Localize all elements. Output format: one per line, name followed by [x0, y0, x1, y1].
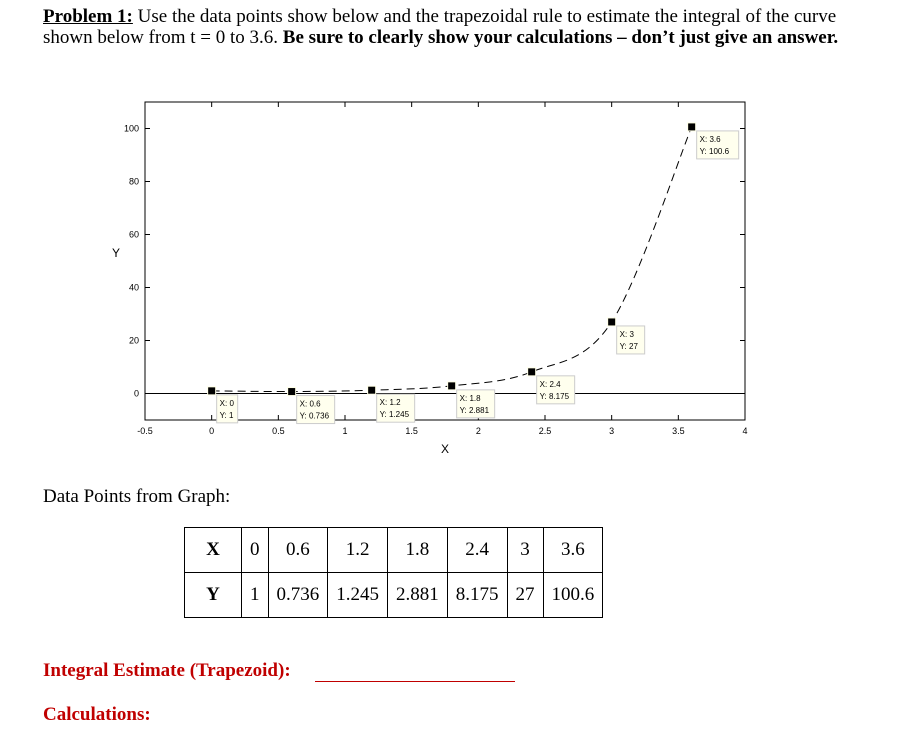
data-point — [448, 382, 456, 390]
datatip-text: X: 1.2 — [379, 398, 401, 408]
datatip-text: X: 2.4 — [539, 379, 561, 389]
datatip-text: X: 1.8 — [459, 393, 481, 403]
y-tick-label: 40 — [128, 282, 139, 293]
x-tick-label: 2.5 — [538, 426, 552, 436]
x-tick-label: 0.5 — [272, 426, 285, 436]
table-title: Data Points from Graph: — [43, 486, 231, 507]
x-tick-label: 1.5 — [405, 426, 418, 436]
problem-label: Problem 1: — [43, 6, 133, 27]
y-tick-label: 60 — [128, 229, 139, 240]
integral-label: Integral Estimate (Trapezoid): — [43, 660, 291, 681]
y-tick-label: 0 — [133, 388, 139, 399]
table-cell: 1.245 — [328, 573, 388, 618]
y-tick-label: 20 — [128, 335, 139, 346]
y-tick-label: 100 — [123, 123, 139, 134]
x-tick-label: -0.5 — [137, 426, 153, 436]
x-tick-label: 3.5 — [672, 426, 685, 436]
datatip-text: Y: 8.175 — [539, 391, 570, 401]
x-tick-label: 1 — [342, 426, 348, 436]
datatip-text: Y: 27 — [619, 341, 638, 351]
calculations-label: Calculations: — [43, 704, 151, 725]
datatip-text: X: 0.6 — [299, 399, 321, 409]
data-point — [608, 318, 616, 326]
answer-line — [315, 681, 515, 682]
problem-text: Use the data points show below and the trapezoidal rule to estimate the integral of the curve shown below from t = 0 to 3.6. — [43, 6, 837, 48]
data-table — [184, 527, 603, 618]
datatip-text: Y: 1.245 — [379, 410, 410, 420]
table-cell: 0 — [242, 528, 269, 573]
table-cell: 0.736 — [268, 573, 328, 618]
data-point — [368, 386, 376, 394]
datatip-text: X: 0 — [219, 398, 234, 408]
x-tick-label: 3 — [609, 426, 615, 436]
table-cell: 2.4 — [447, 528, 507, 573]
datatip-text: Y: 2.881 — [459, 405, 490, 415]
table-cell: 1.2 — [328, 528, 388, 573]
y-header: Y — [185, 573, 242, 618]
y-axis-label: Y — [111, 246, 121, 260]
x-tick-label: 0 — [209, 426, 215, 436]
plot-frame — [145, 102, 745, 420]
datatip-text: X: 3.6 — [699, 134, 721, 144]
table-cell: 100.6 — [543, 573, 603, 618]
table-cell: 3.6 — [543, 528, 603, 573]
x-header: X — [185, 528, 242, 573]
table-cell: 2.881 — [388, 573, 448, 618]
problem-instruction: Be sure to clearly show your calculations – don’t just give an answer. — [282, 27, 839, 48]
data-point — [288, 388, 296, 396]
y-tick-label: 80 — [128, 176, 139, 187]
datatip-text: Y: 100.6 — [699, 146, 730, 156]
data-point — [688, 123, 696, 131]
table-cell: 1.8 — [388, 528, 448, 573]
datatip-text: X: 3 — [619, 329, 634, 339]
table-cell: 8.175 — [447, 573, 507, 618]
data-point — [208, 387, 216, 395]
table-cell: 3 — [507, 528, 543, 573]
datatip-text: Y: 1 — [219, 410, 234, 420]
x-tick-label: 2 — [475, 426, 481, 436]
table-cell: 1 — [242, 573, 269, 618]
x-tick-label: 4 — [742, 426, 748, 436]
datatip-text: Y: 0.736 — [299, 411, 330, 421]
table-cell: 0.6 — [268, 528, 328, 573]
table-cell: 27 — [507, 573, 543, 618]
data-point — [528, 368, 536, 376]
x-axis-label: X — [440, 442, 450, 456]
